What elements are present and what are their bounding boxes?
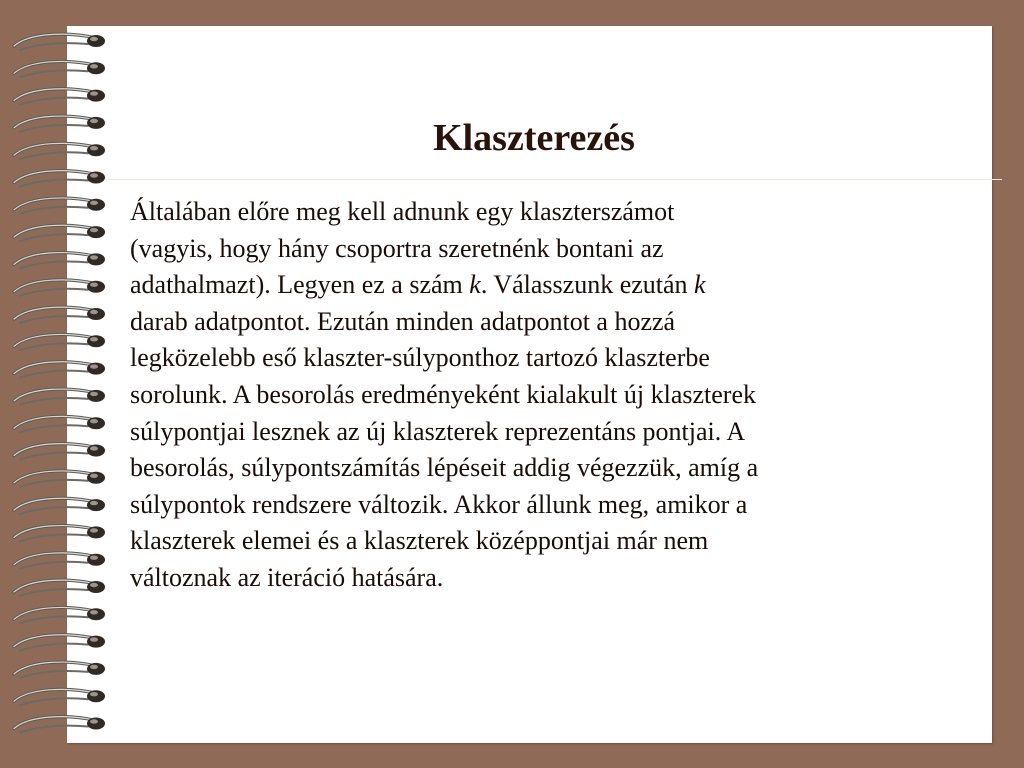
body-line: darab adatpontot. Ezután minden adatpontot a hozzá xyxy=(130,306,676,336)
body-line: legközelebb eső klaszter-súlyponthoz tartozó klaszterbe xyxy=(130,343,710,373)
variable-k: k xyxy=(469,270,481,300)
body-line: besorolás, súlypontszámítás lépéseit addig végezzük, amíg a xyxy=(130,453,759,483)
variable-k: k xyxy=(694,270,706,300)
body-line: súlypontok rendszere változik. Akkor állunk meg, amikor a xyxy=(130,489,748,519)
title-divider xyxy=(108,179,1002,180)
body-line: súlypontjai lesznek az új klaszterek reprezentáns pontjai. A xyxy=(130,416,746,446)
body-line: változnak az iteráció hatására. xyxy=(130,562,444,592)
slide-title: Klaszterezés xyxy=(433,117,635,159)
body-line: klaszterek elemei és a klaszterek középpontjai már nem xyxy=(130,526,709,556)
body-line: sorolunk. A besorolás eredményeként kialakult új klaszterek xyxy=(130,379,756,409)
body-line: adathalmazt). Legyen ez a szám k. Válasszunk ezután k xyxy=(130,270,706,300)
body-line: (vagyis, hogy hány csoportra szeretnénk bontani az xyxy=(130,233,664,263)
body-line: Általában előre meg kell adnunk egy klaszterszámot xyxy=(130,197,675,226)
slide-body xyxy=(130,194,970,597)
